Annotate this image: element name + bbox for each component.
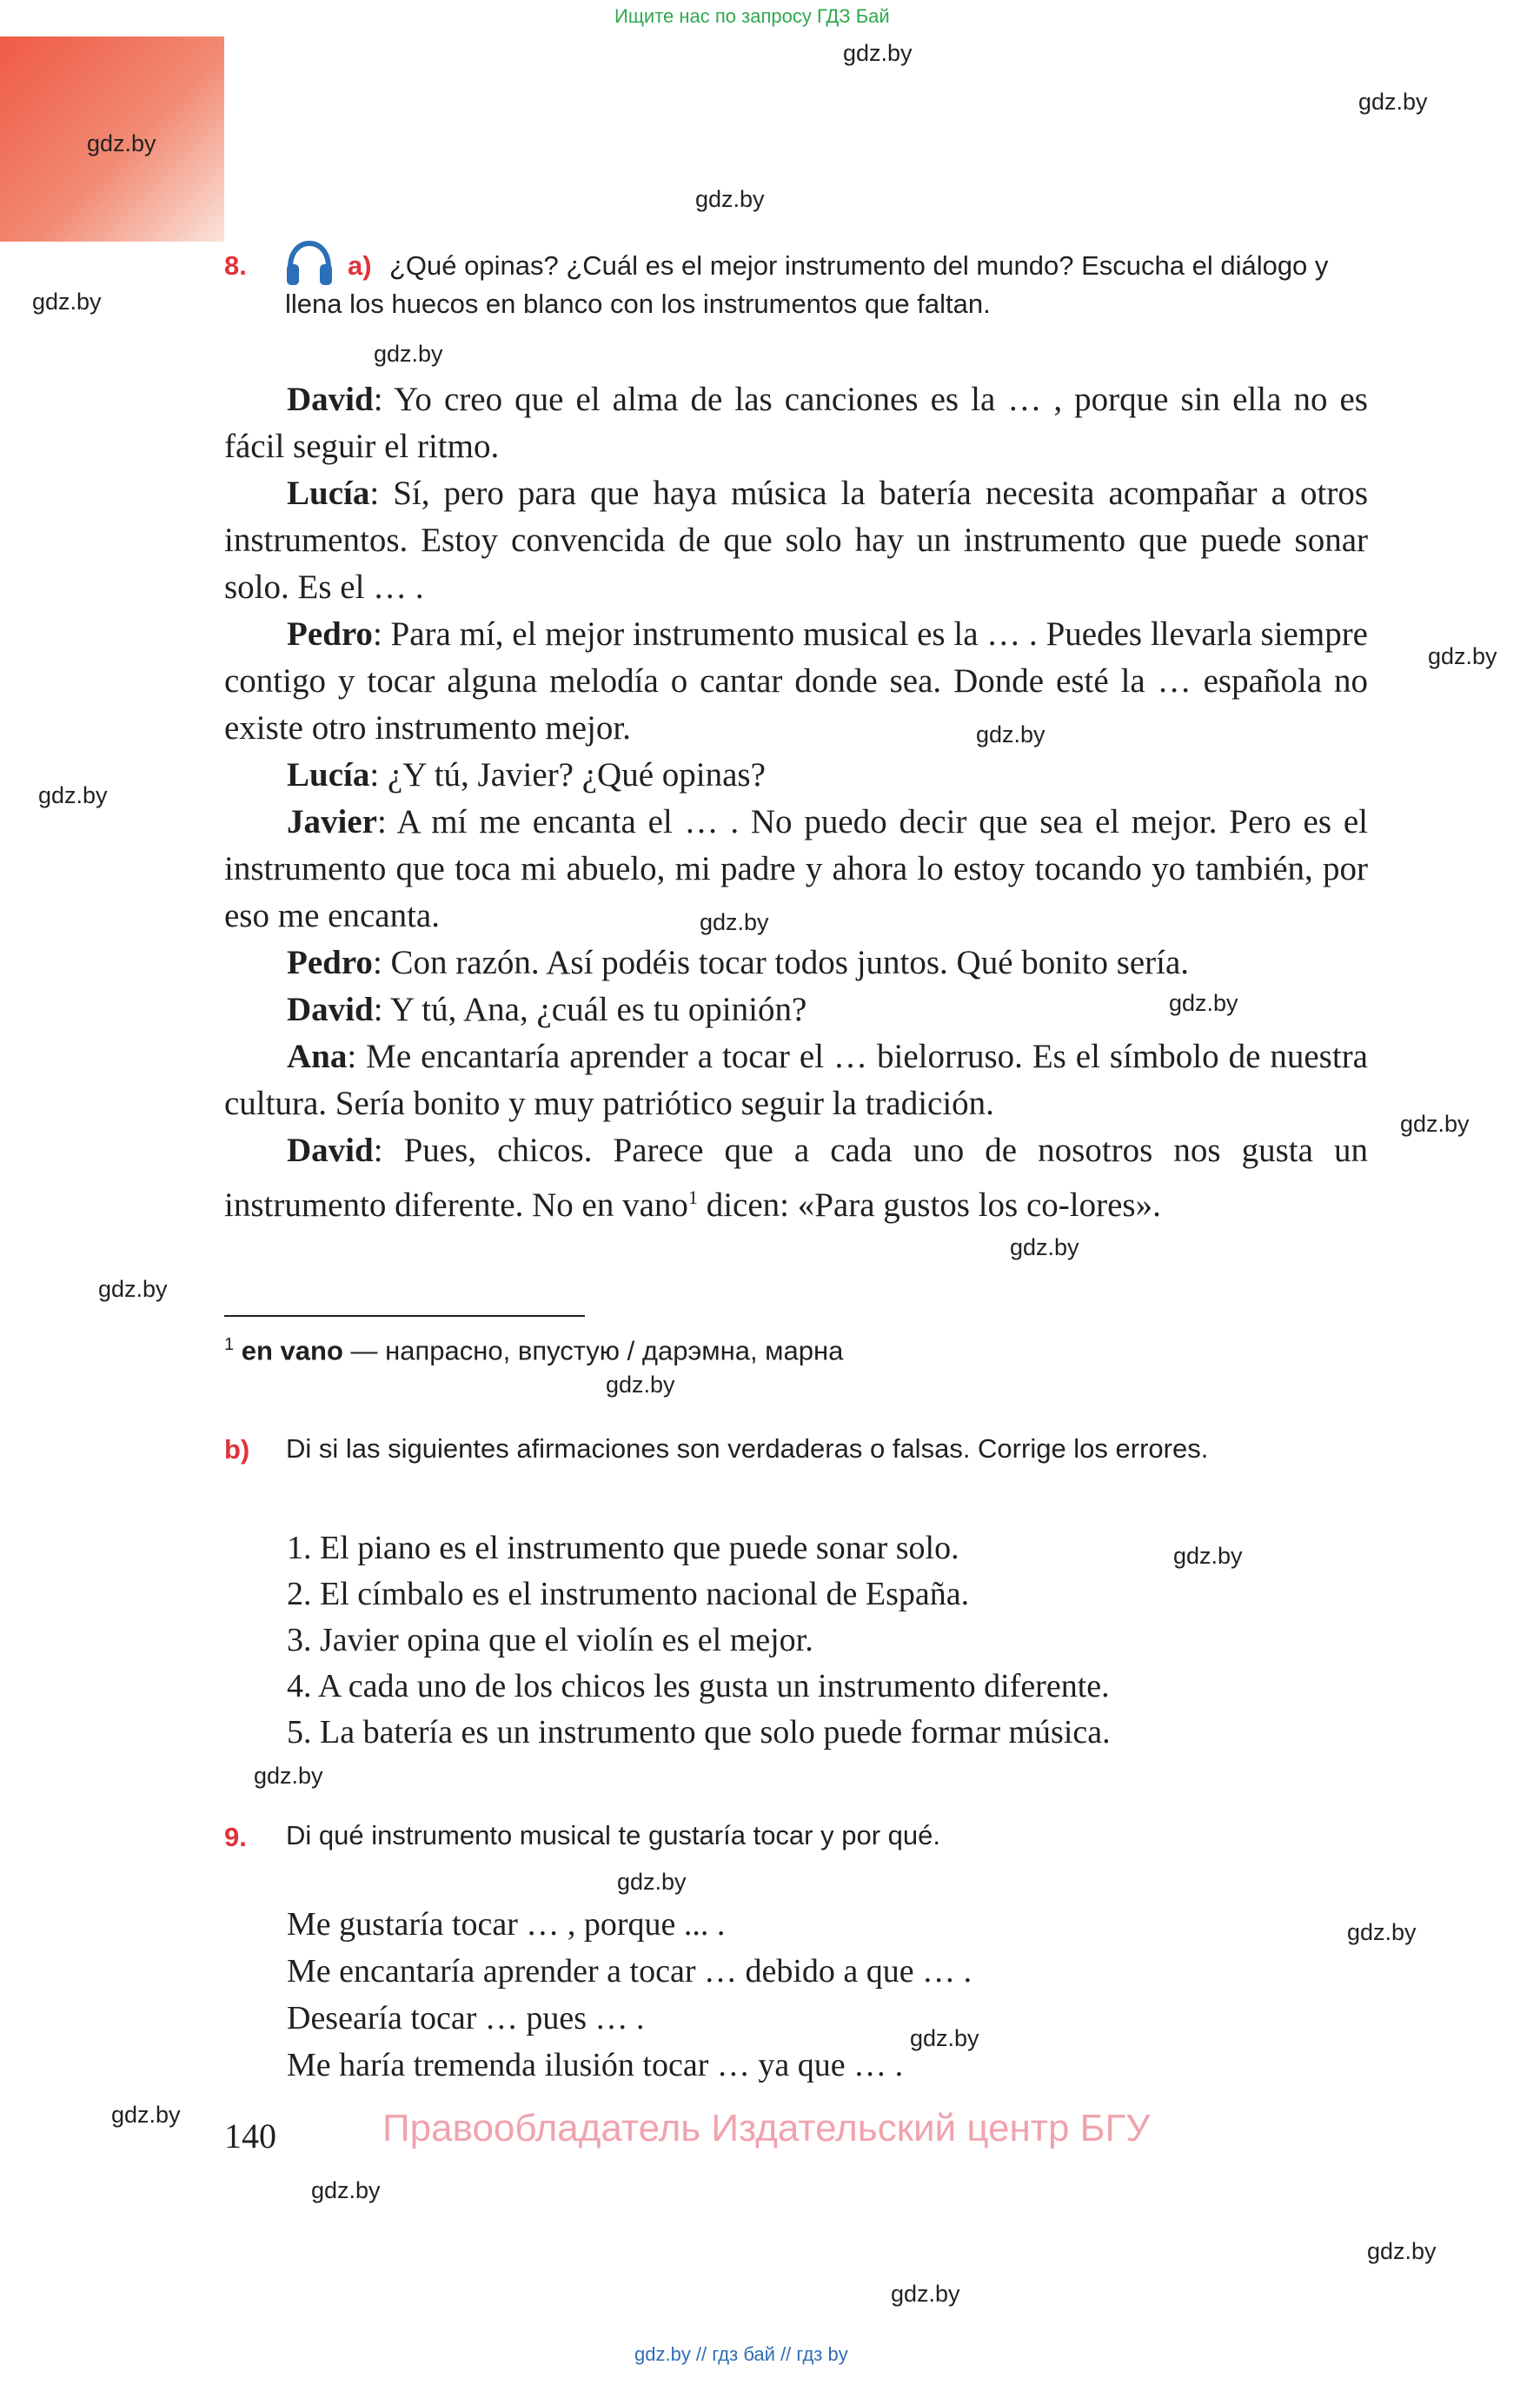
exercise-9-instruction: Di qué instrumento musical te gustaría tocar y por qué. <box>286 1820 940 1850</box>
watermark: gdz.by <box>311 2177 381 2203</box>
watermark: gdz.by <box>1169 990 1238 1016</box>
watermark: gdz.by <box>700 909 769 935</box>
footnote-divider <box>224 1315 585 1317</box>
dialogue-text: : Sí, pero para que haya música la batería necesita acompañar a otros instrumentos. Estoy convencida de que solo hay un instrumento que puede sonar solo. Es el … . <box>224 475 1368 606</box>
watermark: gdz.by <box>910 2025 979 2051</box>
speaker-name: David <box>287 381 374 418</box>
page-number: 140 <box>224 2116 276 2156</box>
statement-item: 4. A cada uno de los chicos les gusta un instrumento diferente. <box>287 1668 1110 1704</box>
watermark: gdz.by <box>1367 2238 1437 2264</box>
watermark: gdz.by <box>98 1276 168 1302</box>
footer-links[interactable]: gdz.by // гдз бай // гдз by <box>634 2343 848 2365</box>
watermark: gdz.by <box>1428 643 1497 669</box>
watermark: gdz.by <box>695 186 765 212</box>
statement-item: 1. El piano es el instrumento que puede sonar solo. <box>287 1530 959 1566</box>
watermark: gdz.by <box>38 782 108 808</box>
footnote-ref: 1 <box>687 1186 698 1208</box>
watermark: gdz.by <box>1358 89 1428 115</box>
speaker-name: Pedro <box>287 944 373 981</box>
footnote-definition: — напрасно, впустую / дарэмна, марна <box>342 1335 844 1366</box>
dialogue-line <box>224 940 1368 987</box>
watermark: gdz.by <box>1173 1543 1243 1569</box>
speaker-name: Ana <box>287 1038 348 1075</box>
part-b-instruction: Di si las siguientes afirmaciones son verdaderas o falsas. Corrige los errores. <box>286 1433 1209 1464</box>
part-b-label: b) <box>224 1434 250 1465</box>
speaker-name: Lucía <box>287 756 370 794</box>
dialogue-line <box>224 1127 1368 1229</box>
dialogue-line <box>224 1033 1368 1127</box>
dialogue-line <box>224 470 1368 611</box>
dialogue-line <box>224 752 1368 799</box>
footnote-mark: 1 <box>224 1335 235 1354</box>
watermark: gdz.by <box>1347 1919 1417 1945</box>
phrase-item: Desearía tocar … pues … . <box>287 2000 645 2036</box>
dialogue-line <box>224 799 1368 940</box>
copyright-notice: Правообладатель Издательский центр БГУ <box>382 2107 1151 2149</box>
watermark: gdz.by <box>606 1372 675 1398</box>
watermark: gdz.by <box>843 40 913 66</box>
phrase-item: Me gustaría tocar … , porque ... . <box>287 1906 726 1943</box>
part-a-instruction: ¿Qué opinas? ¿Cuál es el mejor instrumento del mundo? Escucha el diálogo y llena los huecos en blanco con los instrumentos que faltan. <box>285 250 1329 319</box>
exercise-9-number: 9. <box>224 1822 247 1852</box>
dialogue-text: : Me encantaría aprender a tocar el … bielorruso. Es el símbolo de nuestra cultura. Sería bonito y muy patriótico seguir la tradición. <box>224 1038 1368 1122</box>
watermark: gdz.by <box>111 2102 181 2128</box>
watermark: gdz.by <box>32 289 102 315</box>
watermark: gdz.by <box>976 721 1045 747</box>
statement-item: 3. Javier opina que el violín es el mejor. <box>287 1622 813 1658</box>
phrase-item: Me haría tremenda ilusión tocar … ya que … . <box>287 2047 904 2083</box>
speaker-name: Pedro <box>287 615 373 653</box>
footnote-term: en vano <box>241 1335 343 1366</box>
dialogue-text: dicen: «Para gustos los co-lores». <box>697 1186 1161 1224</box>
exercise-8-number: 8. <box>224 250 247 281</box>
dialogue-text: : Pues, chicos. Parece que a cada uno de nosotros nos gusta un instrumento diferente. No en vano <box>224 1132 1368 1224</box>
dialogue-text: : Con razón. Así podéis tocar todos juntos. Qué bonito sería. <box>372 944 1190 981</box>
watermark: gdz.by <box>891 2281 960 2307</box>
dialogue-text: : Yo creo que el alma de las canciones es la … , porque sin ella no es fácil seguir el ritmo. <box>224 381 1368 465</box>
dialogue-line <box>224 376 1368 470</box>
watermark: gdz.by <box>617 1869 687 1895</box>
part-a-label: a) <box>348 250 372 281</box>
dialogue-line <box>224 611 1368 752</box>
dialogue-text: : A mí me encanta el … . No puedo decir que sea el mejor. Pero es el instrumento que toca mi abuelo, mi padre y ahora lo estoy tocando yo también, por eso me encanta. <box>224 803 1368 934</box>
watermark: gdz.by <box>1010 1234 1079 1260</box>
dialogue-text: : Y tú, Ana, ¿cuál es tu opinión? <box>373 991 807 1028</box>
dialogue-text: : ¿Y tú, Javier? ¿Qué opinas? <box>369 756 766 794</box>
top-search-hint: Ищите нас по запросу ГДЗ Бай <box>614 5 890 27</box>
statement-item: 5. La batería es un instrumento que solo puede formar música. <box>287 1714 1111 1751</box>
watermark: gdz.by <box>374 341 443 367</box>
speaker-name: David <box>287 991 374 1028</box>
watermark: gdz.by <box>254 1763 323 1789</box>
watermark: gdz.by <box>87 130 156 156</box>
phrase-item: Me encantaría aprender a tocar … debido a que … . <box>287 1953 972 1990</box>
dialogue-line <box>224 987 1368 1033</box>
watermark: gdz.by <box>1400 1111 1470 1137</box>
dialogue-text: : Para mí, el mejor instrumento musical es la … . Puedes llevarla siempre contigo y tocar alguna melodía o cantar donde sea. Donde esté la … española no existe otro instrumento mejor. <box>224 615 1368 747</box>
statement-item: 2. El címbalo es el instrumento nacional de España. <box>287 1576 970 1612</box>
footnote <box>224 1335 843 1366</box>
speaker-name: Javier <box>287 803 377 840</box>
speaker-name: David <box>287 1132 374 1169</box>
speaker-name: Lucía <box>287 475 370 512</box>
